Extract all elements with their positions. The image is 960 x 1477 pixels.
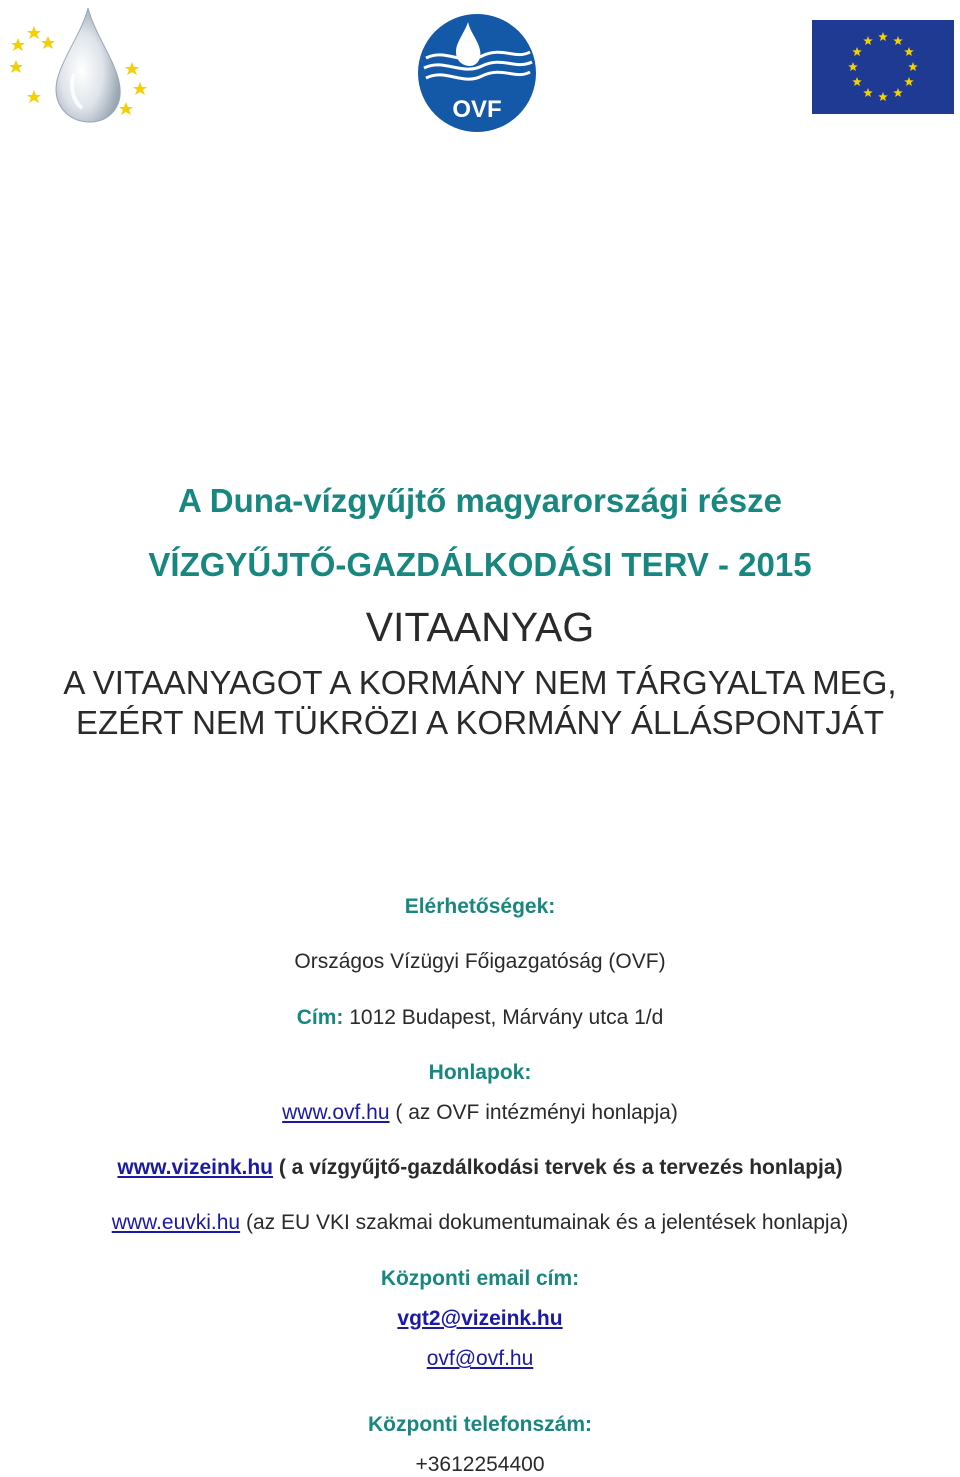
websites-heading: Honlapok: [428, 1061, 532, 1084]
email-heading: Központi email cím: [380, 1267, 580, 1290]
website-row-ovf [0, 1101, 960, 1125]
email-row-1 [0, 1307, 960, 1331]
email-link-vgt2[interactable]: vgt2@vizeink.hu [397, 1307, 563, 1330]
email-link-ovf[interactable]: ovf@ovf.hu [426, 1347, 534, 1370]
website-link-ovf[interactable]: www.ovf.hu [282, 1101, 390, 1124]
water-drop-eu-stars-icon [4, 4, 154, 126]
website-row-vizeink [0, 1156, 960, 1180]
ovf-logo-label: OVF [452, 96, 502, 123]
disclaimer-line-1: A VITAANYAGOT A KORMÁNY NEM TÁRGYALTA MEG, [63, 664, 897, 701]
phone-heading: Központi telefonszám: [368, 1413, 592, 1436]
document-label: VITAANYAG [365, 604, 595, 650]
eu-flag-icon [812, 20, 954, 114]
address-line [0, 1006, 960, 1030]
website-desc-vizeink: ( a vízgyűjtő-gazdálkodási tervek és a tervezés honlapja) [278, 1156, 843, 1179]
website-desc-ovf: ( az OVF intézményi honlapja) [395, 1101, 678, 1124]
address-label: Cím: [296, 1006, 344, 1029]
document-title: A Duna-vízgyűjtő magyarországi része [178, 482, 782, 519]
disclaimer-line-2: EZÉRT NEM TÜKRÖZI A KORMÁNY ÁLLÁSPONTJÁT [75, 704, 885, 741]
email-row-2 [0, 1347, 960, 1371]
contacts-heading: Elérhetőségek: [404, 895, 556, 918]
address-value: 1012 Budapest, Márvány utca 1/d [349, 1006, 664, 1029]
phone-number: +3612254400 [415, 1453, 545, 1476]
ovf-logo [416, 12, 538, 134]
website-link-euvki[interactable]: www.euvki.hu [111, 1211, 241, 1234]
website-row-euvki [0, 1211, 960, 1235]
document-subtitle: VÍZGYŰJTŐ-GAZDÁLKODÁSI TERV - 2015 [148, 546, 812, 583]
website-link-vizeink[interactable]: www.vizeink.hu [117, 1156, 274, 1179]
website-desc-euvki: (az EU VKI szakmai dokumentumainak és a jelentések honlapja) [245, 1211, 849, 1234]
organization-name: Országos Vízügyi Főigazgatóság (OVF) [294, 950, 666, 973]
